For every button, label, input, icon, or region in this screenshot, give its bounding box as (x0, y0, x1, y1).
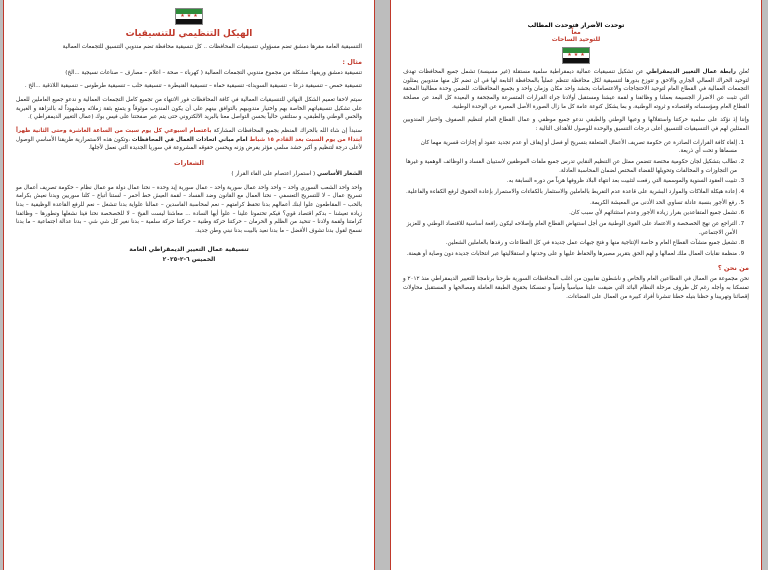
title-line-3: للتوحيد الساحات (551, 36, 601, 43)
title-line-1: توحدت الأضرار فتوحدت المطالب (527, 22, 625, 29)
paragraph-2d: ،وتكون هذه الاستمرارية طريقنا الأساسي الوصول لأعلى درجة لتنظيم و أكبر حشد سلمي مؤثر يفرض وزنه ويحسن حقوقه المشروعة في سوريا الجديدة التي نعمل لأجلها. (16, 136, 362, 152)
slogan-main-value: ( استمرار اعتصام على الفاء القرار ) (231, 170, 316, 177)
example-2: تنسيقية حمص – تنسيقية درعا – تنسيقية السويداء- تنسيقية حماة – تنسيقية القنيطرة – تنسيقية حلب – تنسيقية طرطوس – تنسيقية اللاذقية ...الخ . (24, 83, 362, 90)
paragraph-2-red: ظهراً ابتداءً من يوم السبت بعد القادم ١٥ شباط (16, 127, 363, 143)
intro-bold: رابطة عمال التغيير الديمقراطي (646, 69, 736, 75)
paragraph-2: وإننا إذ نؤكد على سلمية حركتنا واستقلالها و وعيها الوطني والطبقي ندعو جميع موظفي و عمال القطاع العام لتنظيم الصفوف واختيار المندوبين الممثلين لهم في التنسيقيات للتنسيق أعلى درجات التنسيق والوحدة للوصول للأهداف التالية : (403, 117, 749, 132)
syrian-flag-icon: ★ ★ ★ (562, 47, 590, 64)
paragraph-1: سيتم لاحقا تعميم الشكل النهائي للتنسيقيات العمالية في كافة المحافظات فور الانتهاء من تجميع كامل التجمعات العمالية و ندعو جميع العاملين للعمل على تشكيل تنسيقياتهم الخاصة بهم واختيار مندوبيهم بالتوافق بينهم على أن يكون المندوب موثوقاً و يتمتع بثقة زملائه ومشهوداً له بالنزاهة و الغيرية والحس الوطني والطبقي، و ستلتقي حالياً بحسن التواصل معنا بالبريد الالكتروني حتى يتم عبر صفحتنا على فيس بوك (عمال التغيير الديمقراطي ). (16, 96, 362, 121)
list-item: 3. تثبيت العقود السنوية والموسمية التي رفعت لتثبيت بعد انتهاء البلاد ظروفها هرباً من دوره السابقة به. (403, 177, 737, 186)
intro-paragraph: التنسيقية العامة مقرها دمشق تضم مسؤولي تنسيقيات المحافظات .. كل تنسيقية محافظة تضم مندوبي التنسيق للتجمعات العمالية (62, 44, 362, 50)
paragraph-2 (16, 127, 362, 153)
slogans-text: واحد واحد الشعب السوري واحد – واحد واحد عمال سورية واحد – عمال سورية إيد وحدة – نحنا عمال دولة مو عمال نظام – حكومة تصريف أعمال مو تسريح عمال – لا للتسريح التعسفي – نحنا العمال مع القانون وضد الفساد – لقمة العيش خط أحمر – لستنا أتباع – كلنا سوريين وبدنا نعيش بكرامة بالحب – المقاطعون علوا ابنك أعمالهم بدنا تحفظ كرامتهم – نعم لمحاسبة الفاسدين – عمالنا علواية بدنا تنشغل – نعم للرفع القاعدة الوظيفية – بدنا زيادة تعيشنا – بدكم اقتصاد قوي؟ فيكم تحتمونا علينا – علوأ أيها السادة ... معاشنا ليست الفيخ – لا للخصخصة نحنا فينا نشغلها ونطورها – وظائفنا كرامتنا ولقمة ولادنا – تنحيد من الظلم و الحرمان – حركتنا حركة وطنية – حركتنا حركة سلمية – بدنا نغير كل شي شي – بدنا عدالة اجتماعية – ما بدنا نسمح لقول بدنا تشوف الأفضل – ما بدنا نعيد بالبيت بدنا نبني وطن جديد. (16, 184, 362, 234)
example-heading: مثال : (342, 57, 362, 66)
list-item: 8. تشغيل جميع منشآت القطاع العام و خاصة الإنتاجية منها و فتح جبهات عمل جديدة في كل القطاعات و رفدها بالعاملين الشعلين. (403, 239, 737, 248)
paragraph-2a: سنبدأ إن شاء الله بالحراك المنظم بجميع المحافظات المشاركة (213, 127, 362, 134)
slogans-heading: الشعارات (174, 158, 204, 167)
example-1: تنسيقية دمشق وريفها: مشكلة من مجموع مندوبي التجمعات العمالية ( كهرباء – صحة – اعلام – مصارف – صناعات نسيجية ...الخ) (65, 69, 362, 76)
intro-post: عن تشكيل تنسيقيات عمالية ديمقراطية سلمية مستقلة (غير مسيسة) تشمل جميع المحافظات تهدف لتوحيد الحراك العمالي الجاري والاحق و تتوزع بدورها لتنسيقية لكل محافظة تنتظم عملياً بالمحافظة التابعة لها في ان تضم كل منها مندوبين يمثلون التجمعات العمالية في القطاع العام لتوحيد الاحتجاجات والاعتصامات بحشد واحد مكان وزمان واحد و بجميع المحافظات. للضمن وحدة مطالبنا المحقة التي تثبت عن الاضرار الجسيمة بعملنا و وظائفنا و لقمة عيشنا ومستقبل أولادنا جراء القرارات المتسرعة والمجحفة و البعيدة كل البعد عن مصلحة القطاع العام ومؤسساته واقتصاده و ثروته الوطنية، و بما يشكل كنوعة عامة كل ما زال الصورة الأصل المعبرة عن الوحدة الوطنية. (403, 69, 749, 110)
title-line-2: معاً (571, 29, 581, 36)
document-page-right (390, 0, 762, 570)
list-item: 6. تشمل جميع المتقاعدين بقرار زيادة الأجور وعدم استثنائهم لأي سبب كان. (403, 209, 737, 218)
list-item: 4. إعادة هيكلة الملاكات والموارد البشرية على قاعدة عدم التفريط بالعاملين والاستثمار بالكفاءات والاستمرار بإعادة الحقوق لرفع الكفاءة والفاعلية. (403, 188, 737, 197)
paragraph-2b: باعتصام اسبوعي كل يوم سبت من الساعة العاشرة وحتى الثانية (32, 127, 212, 134)
goals-list (403, 139, 749, 259)
document-page-left (3, 0, 375, 570)
signature: تنسيقية عمال التغيير الديمقراطي العامة (129, 245, 249, 253)
list-item: 9. منظمة نقابات العمال ملك لعمالها و لهم الحق بتقرير مصيرها والحفاظ عليها و على وحدتها و استقلاليتها عبر انتخابات جديدة دون وصاية أو هيمنة. (403, 250, 737, 259)
list-item: 7. التراجع عن نهج الخصخصة و الاعتماد على القوى الوطنية من أجل استنهاض القطاع العام وإصلاحه ليكون رافعة أساسية للاقتصاد الوطني و للعزيز الأمن الاجتماعي. (403, 220, 737, 237)
intro-pre: نُعلن (738, 69, 749, 75)
intro-paragraph (403, 68, 749, 111)
paragraph-2c: امام مباني اتحادات العمال في المحافظات (131, 136, 248, 143)
syrian-flag-icon: ★ ★ ★ (175, 8, 203, 25)
date: الخميس ٦-٢-٢٠٢٥ (162, 255, 216, 263)
list-item: 1. إلغاء كافة القرارات الصادرة عن حكومة تصريف الأعمال المتعلقة بتسريح أو فصل أو إيقاف أو عدم تجديد عقود أو إجازات قسرية مهما كان مسماها و تحت أي ذريعة. (403, 139, 737, 156)
who-paragraph: نحن مجموعة من العمال في القطاعين العام والخاص و ناشطون نقابيون من أغلب المحافظات السورية طرحنا برنامجنا للتغيير الديمقراطي منذ ٢٠١٢ و تمسكنا به وأجله رغم كل ظروف مرحلة النظام البائد التي ضيقت علينا سياسياً وأمنياً و تمسكنا بحقوق الطبقة العاملة ومصالحها و المستقبل محاولات إقصائنا وتهريبنا و حظنا بنيله خطنا تنشرنا أفراد كبيرة من العمال على الفضاءات. (403, 276, 749, 300)
list-item: 2. تطالب بتشكيل لجان حكومية مختصة تتضمن ممثل عن التنظيم النقابي تدرس جميع ملفات الموظفين لاستبيان الفساد و الوظائف الوهمية و غيرها من التجاوزات و المخالفات وتحويلها للقضاء المختص لضمان المحاسبة العادلة. (403, 158, 737, 175)
page-title: الهيكل التنظيمي للتنسيقيات (125, 29, 253, 39)
list-item: 5. رفع الأجور بنسبة عادلة تساوي الحد الأدنى من المعيشة الكريمة. (403, 199, 737, 208)
slogan-main-label: الشعار الأساسي (317, 170, 362, 177)
who-heading: من نحن ؟ (717, 264, 749, 273)
slogan-main (16, 170, 362, 179)
